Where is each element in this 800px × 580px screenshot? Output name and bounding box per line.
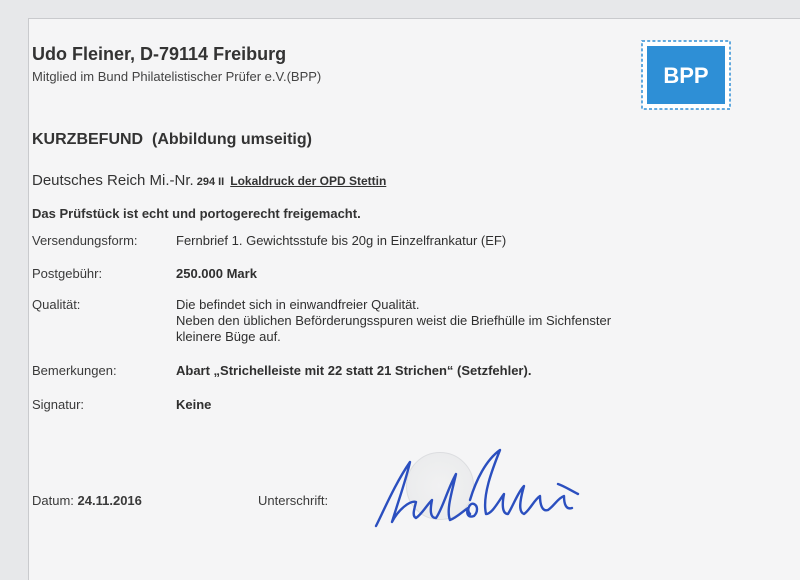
examiner-name: Udo Fleiner, D-79114 Freiburg [32, 44, 287, 64]
item-number: 294 II [196, 176, 225, 188]
item-line [32, 172, 386, 189]
signature-label: Unterschrift: [258, 493, 329, 508]
handwritten-signature [358, 440, 588, 540]
bemerkungen-value: Abart „Strichelleiste mit 22 statt 21 Strichen“ (Setzfehler). [176, 363, 532, 378]
report-title: KURZBEFUND (Abbildung umseitig) [32, 131, 312, 148]
date-label: Datum: [32, 493, 74, 508]
qualitaet-label: Qualität: [32, 297, 81, 312]
versendungsform-label: Versendungsform: [32, 233, 138, 248]
item-prefix: Deutsches Reich Mi.-Nr. [32, 172, 194, 189]
signatur-value: Keine [176, 397, 212, 412]
bemerkungen-label: Bemerkungen: [32, 363, 117, 378]
postgebuehr-label: Postgebühr: [32, 266, 103, 281]
logo-text: BPP [663, 63, 709, 88]
signature-stroke-3 [558, 484, 578, 494]
signatur-label: Signatur: [32, 397, 85, 412]
versendungsform-value: Fernbrief 1. Gewichtsstufe bis 20g in Einzelfrankatur (EF) [176, 233, 507, 248]
local-print-link: Lokaldruck der OPD Stettin [230, 174, 387, 188]
date-row [32, 493, 142, 508]
examiner-membership: Mitglied im Bund Philatelistischer Prüfer e.V.(BPP) [32, 69, 322, 84]
signature-stroke-2 [470, 450, 572, 514]
date-value: 24.11.2016 [77, 493, 142, 508]
postgebuehr-value: 250.000 Mark [176, 266, 257, 281]
qualitaet-value: Die befindet sich in einwandfreier Qualität. Neben den üblichen Beförderungsspuren weist die Briefhülle im Sichfenster kleinere Büge auf. [176, 297, 612, 344]
bpp-logo [641, 40, 731, 110]
authenticity-statement: Das Prüfstück ist echt und portogerecht freigemacht. [32, 206, 361, 221]
signature-stroke-1 [376, 462, 477, 526]
